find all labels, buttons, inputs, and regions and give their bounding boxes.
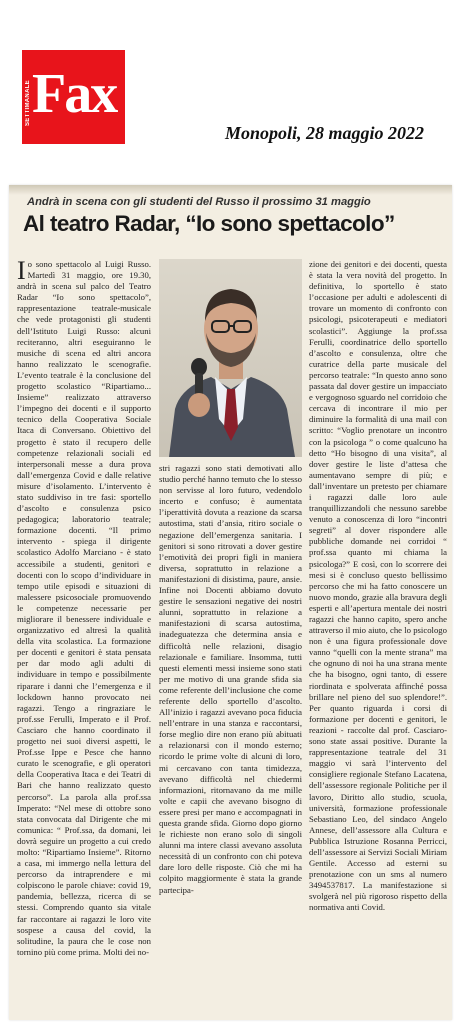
article-kicker: Andrà in scena con gli studenti del Russo il prossimo 31 maggio bbox=[27, 196, 371, 208]
fax-logo bbox=[22, 50, 125, 144]
article-column-1 bbox=[17, 259, 151, 1015]
logo-subtitle: SETTIMANALE bbox=[25, 80, 31, 126]
article-headline: Al teatro Radar, “Io sono spettacolo” bbox=[23, 211, 395, 236]
drop-cap: I bbox=[17, 259, 26, 285]
article-column-2: stri ragazzi sono stati demotivati allo studio perché hanno temuto che lo stesso non servisse al loro futuro, vedendolo incerto e confuso; è aumentata l’iperattività dovuta a reazione da scarsa autostima, stati d’ansia, ritiro sociale o negazione dell’emergenza sanitaria. I genitori si sono ritrovati a dover gestire l’emotività dei propri figli in maniera diversa, soprattutto in relazione a manifestazioni di disistima, paure, ansie. Infine noi Docenti abbiamo dovuto gestire le sensazioni negative dei nostri alunni, soprattutto in relazione a manifestazioni di scarsa autostima, inadeguatezza che determina ansia e difficoltà nelle relazioni, disagio relazionale e familiare. Insomma, tutti questi elementi messi insieme sono stati per me motivo di una grande sfida sia come referente dell’inclusione che come referente dello sportello d’ascolto. All’inizio i ragazzi avevano poca fiducia nell’entrare in una stanza e raccontarsi, forse meglio dire non erano più abituati a relazionarsi con il mondo esterno; ricordo le prime volte di alcuni di loro, mi cercavano con tanta timidezza, avevano difficoltà nel chiedermi informazioni, ritornavano da me mille volte e capii che avevano bisogno di essere presi per mano e accompagnati in questa grande sfida. Giorno dopo giorno le richieste non erano solo di singoli alunni ma intere classi avevano assoluta necessità di un confronto con chi poteva dare loro delle risposte. Ciò che mi ha colpito maggiormente è stata la grande partecipa- bbox=[159, 463, 302, 895]
portrait-photo bbox=[159, 259, 302, 457]
newspaper-clipping bbox=[9, 185, 452, 1020]
logo-title: Fax bbox=[32, 63, 117, 125]
column-1-text: o sono spettacolo al Luigi Russo. Martedì 31 maggio, ore 19.30, andrà in scena sul palco del Teatro Radar “Io sono spettacolo”, rappresentazione teatrale-musicale che vede protagonisti gli studenti dell’Istituto Luigi Russo: alcuni reciteranno, altri eseguiranno le musiche di scena ed altri ancora hanno realizzato le scenografie. L’evento teatrale è la conclusione del progetto scolastico “Ripartiamo... Insieme” realizzato attraverso l’impegno dei docenti e il supporto tecnico della Cooperativa Sociale Itaca di Conversano. Obiettivo del progetto è stato il recupero delle competenze relazionali sociali ed interpersonali messe a dura prova dall’emergenza Covid e dalle relative misure d’isolamento. L’intervento è stato suddiviso in tre fasi: sportello d’ascolto e consulenza psico pedagogica; laboratorio teatrale; formazione docenti. “Il primo intervento - spiega il dirigente scolastico Adolfo Marciano - è stato accessibile a studenti, genitori e docenti con lo scopo d’individuare in tempo utile episodi e situazioni di malessere psicosociale promuovendo le competenze necessarie per migliorare il benessere individuale e organizzativo ed altresì la qualità della vita scolastica. La formazione per docenti e genitori è stata pensata per dar modo agli adulti di individuare in tempo e possibilmente riparare i danni che l’emergenza e il lockdown hanno provocato nei ragazzi. Tengo a ringraziare le prof.sse Ferulli, Imperato e il Prof. Casciaro che hanno coordinato il progetto nei suoi diversi aspetti, le Prof.sse Ippe e Pesce che hanno curato le scenografie, e gli operatori della Cooperativa Itaca e dei Teatri di Bari che hanno realizzato questo percorso”. La parola alla prof.ssa Imperato: “Nel mese di ottobre sono stata convocata dal Dirigente che mi comunica: “ Prof.ssa, da domani, lei dovrà seguire un progetto a cui credo molto: “Ripartiamo Insieme”. Ritorno a casa, mi immergo nella lettura del percorso da intraprendere e mi colpiscono le parole chiave: covid 19, pandemia, bellezza, ricerca di se stessi. Comprendo quanto sia vitale far raccontare ai ragazzi le loro vite sospese a causa del covid, la solitudine, la paura che le cose non tornino più come prima. Molti dei no- bbox=[17, 259, 151, 957]
portrait-photo-art bbox=[159, 259, 302, 457]
dateline: Monopoli, 28 maggio 2022 bbox=[224, 123, 424, 143]
clipping-top-edge bbox=[9, 185, 452, 195]
article-column-3: zione dei genitori e dei docenti, questa è stata la vera novità del progetto. In definitiva, lo sportello è stato l’occasione per adulti e adolescenti di trovare un momento di confronto con psicologi, psicoterapeuti e mediatori scolastici”. Aggiunge la prof.ssa Ferulli, coordinatrice dello sportello d’ascolto e consulenza, oltre che curatrice della parte musicale del percorso teatrale: “In questo anno sono passata dal dover gestire un impacciato e vergognoso sguardo nel corridoio che cercava di incontrare il mio per diminuire la formalità di una mail con scritto: “Voglio prenotare un incontro con la psicologa ” o come qualcuno ha detto “Ho bisogno di una visita”, al dover gestire le liste d’attesa che aumentavano sempre di più; e dall’inventare un pretesto per chiamare i ragazzi dalle loro aule tranquillizzandoli che nessuno sarebbe venuto a conoscenza di loro “incontri segreti” al dover rispondere alle pubbliche domande nei corridoi “ prof.ssa quanto mi chiama la psicologa?” E così, con lo scorrere dei mesi si è concluso questo bellissimo percorso che mi ha fatto conoscere un nuovo mondo, grazie alla bravura degli esperti e all’apertura mentale dei nostri ragazzi che hanno capito, spero anche attraverso il mio aiuto, che lo psicologo non è una figura professionale dove vanno “quelli con la mente strana” ma che ognuno di noi ha una strana mente che ha bisogno, ogni tanto, di essere riordinata e spolverata affinché possa brillare nel pieno del suo splendore!”. Per quanto riguarda i corsi di formazione per docenti e genitori, le reazioni - raccolte dal prof. Casciaro- sono state assai positive. Durante la rappresentazione teatrale del 31 maggio vi sarà l’intervento del consigliere regionale Stefano Lacatena, dell’assessore regionale Politiche per il lavoro, Diritto allo studio, scuola, università, formazione professionale Sebastiano Leo, del sindaco Angelo Annese, dell’assessore alla Cultura e Pubblica Istruzione Rosanna Perricci, dell’assessore ai Servizi Sociali Miriam Gentile. Accesso ad esterni su prenotazione con un sms al numero 3494537817. La manifestazione si svolgerà nel più rigoroso rispetto della normativa anti Covid. bbox=[309, 259, 447, 913]
